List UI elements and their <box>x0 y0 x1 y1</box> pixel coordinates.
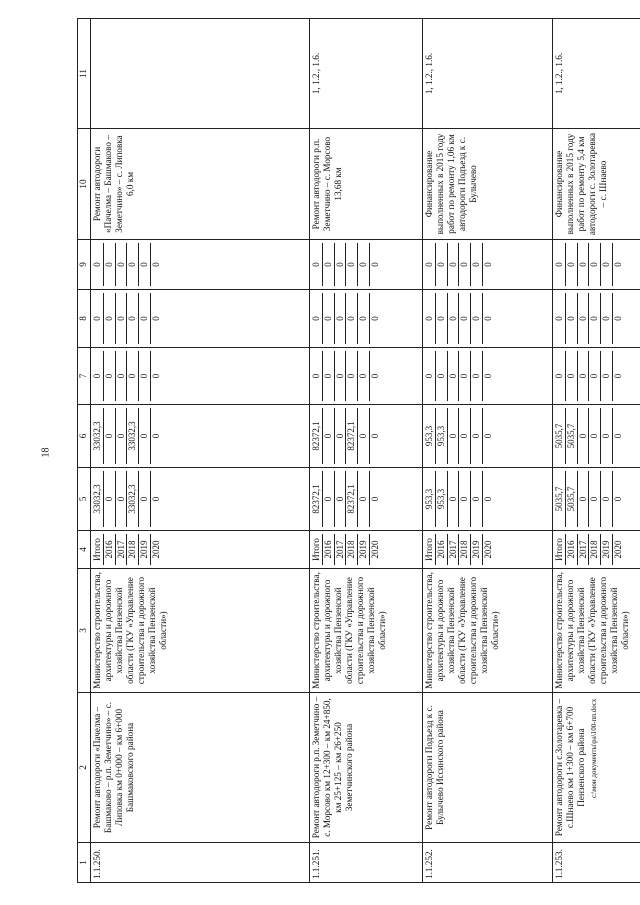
header-cell: 1 <box>78 843 91 883</box>
value-col8: 0 <box>554 293 565 344</box>
value-col6-cell <box>310 405 423 468</box>
value-col9: 0 <box>447 243 459 286</box>
rotated-table-container <box>77 19 631 883</box>
value-col8: 0 <box>127 293 139 344</box>
year-label: 2019 <box>601 534 613 565</box>
value-col6: 0 <box>612 433 623 439</box>
value-col8: 0 <box>139 293 151 344</box>
value-col7: 0 <box>334 351 346 401</box>
value-col8: 0 <box>115 293 127 344</box>
indicator-refs: 1, 1.2., 1.6. <box>553 19 640 129</box>
table-row <box>310 19 423 883</box>
value-col8: 0 <box>589 293 601 344</box>
year-label: 2017 <box>334 534 346 565</box>
value-col9: 0 <box>589 243 601 286</box>
value-col6: 33032,3 <box>92 408 103 464</box>
value-col5-cell <box>91 468 310 531</box>
header-cell: 6 <box>78 405 91 468</box>
value-col6: 0 <box>459 408 471 464</box>
value-col8: 0 <box>482 316 493 321</box>
value-col5: 953,3 <box>424 471 435 527</box>
value-col5: 0 <box>322 471 334 527</box>
value-col5: 5035,7 <box>554 471 565 527</box>
result-description: Ремонт автодороги «Пачелма – Башмаково – Земетчино» – с. Липовка 6,0 км <box>91 129 310 240</box>
value-col8: 0 <box>424 293 435 344</box>
year-label: 2018 <box>346 534 358 565</box>
value-col5: 0 <box>447 471 459 527</box>
year-label: 2019 <box>139 534 151 565</box>
indicator-refs: 1, 1.2., 1.6. <box>310 19 423 129</box>
value-col9: 0 <box>150 262 161 267</box>
value-col9-cell <box>553 240 640 290</box>
header-cell: 4 <box>78 531 91 569</box>
footer-path: c:\мои документы\ра\100-пп.docx <box>590 698 598 798</box>
value-col9: 0 <box>459 243 471 286</box>
value-col9: 0 <box>424 243 435 286</box>
value-col8: 0 <box>322 293 334 344</box>
value-col6: 0 <box>334 408 346 464</box>
value-col6: 0 <box>589 408 601 464</box>
value-col5-cell <box>423 468 553 531</box>
value-col7: 0 <box>589 351 601 401</box>
table-row <box>91 19 310 883</box>
executor: Министерство строительства, архитектуры и дорожного хозяйства Пензенской области (ГКУ «Управление строительства и дорожного хозяйства Пензенской области») <box>423 569 553 693</box>
value-col5: 82372,1 <box>311 471 322 527</box>
value-col6: 5035,7 <box>565 408 577 464</box>
value-col6-cell <box>553 405 640 468</box>
value-col7: 0 <box>612 373 623 379</box>
value-col5: 0 <box>369 496 380 502</box>
value-col7: 0 <box>311 351 322 401</box>
value-col8: 0 <box>92 293 103 344</box>
value-col9: 0 <box>139 243 151 286</box>
value-col5: 0 <box>577 471 589 527</box>
value-col6: 0 <box>115 408 127 464</box>
value-col8: 0 <box>577 293 589 344</box>
year-label: 2018 <box>127 534 139 565</box>
value-col5: 0 <box>115 471 127 527</box>
value-col6: 0 <box>103 408 115 464</box>
year-label: 2018 <box>589 534 601 565</box>
row-number: 1.1.250. <box>91 843 310 883</box>
value-col9: 0 <box>565 243 577 286</box>
value-col5: 0 <box>471 471 483 527</box>
year-label: 2020 <box>612 540 623 559</box>
year-label-cell <box>423 531 553 569</box>
result-description: Финансирование выполненных в 2015 году работ по ремонту 5,4 км автодороги с. Золотаревка – с. Шнаево <box>553 129 640 240</box>
year-label: 2016 <box>435 534 447 565</box>
value-col9: 0 <box>334 243 346 286</box>
value-col7: 0 <box>554 351 565 401</box>
year-label: 2020 <box>369 540 380 559</box>
header-cell: 9 <box>78 240 91 290</box>
value-col7: 0 <box>459 351 471 401</box>
object-name: Ремонт автодороги р.п. Земетчино – с. Морсово км 12+300 – км 24+850, км 25+125 – км 26+250 Земетчинского района <box>310 693 423 843</box>
value-col7: 0 <box>358 351 370 401</box>
value-col9: 0 <box>612 262 623 267</box>
row-number: 1.1.253. <box>553 843 640 883</box>
value-col8-cell <box>310 290 423 348</box>
value-col6: 0 <box>471 408 483 464</box>
year-label: 2020 <box>150 540 161 559</box>
value-col7: 0 <box>601 351 613 401</box>
value-col6: 0 <box>577 408 589 464</box>
value-col8: 0 <box>601 293 613 344</box>
value-col7: 0 <box>115 351 127 401</box>
table-row <box>423 19 553 883</box>
value-col5: 0 <box>601 471 613 527</box>
value-col8: 0 <box>459 293 471 344</box>
value-col5: 0 <box>358 471 370 527</box>
year-label-cell <box>553 531 640 569</box>
value-col7-cell <box>553 348 640 405</box>
year-label: Итого <box>424 534 435 565</box>
value-col6-cell <box>423 405 553 468</box>
year-label: Итого <box>311 534 322 565</box>
value-col8: 0 <box>565 293 577 344</box>
value-col7: 0 <box>139 351 151 401</box>
value-col8-cell <box>553 290 640 348</box>
value-col7: 0 <box>435 351 447 401</box>
value-col7-cell <box>310 348 423 405</box>
value-col5: 0 <box>150 496 161 502</box>
value-col9: 0 <box>311 243 322 286</box>
value-col6: 0 <box>322 408 334 464</box>
year-label: Итого <box>92 534 103 565</box>
value-col6: 0 <box>482 433 493 439</box>
value-col7-cell <box>91 348 310 405</box>
value-col8: 0 <box>369 316 380 321</box>
value-col9: 0 <box>471 243 483 286</box>
value-col7: 0 <box>127 351 139 401</box>
year-label: 2016 <box>565 534 577 565</box>
value-col7: 0 <box>92 351 103 401</box>
value-col5: 0 <box>482 496 493 502</box>
value-col5: 82372,1 <box>346 471 358 527</box>
value-col5-cell <box>310 468 423 531</box>
value-col7: 0 <box>471 351 483 401</box>
year-label-cell <box>310 531 423 569</box>
year-label: 2017 <box>577 534 589 565</box>
value-col9-cell <box>423 240 553 290</box>
indicator-refs: 1, 1.2., 1.6. <box>423 19 553 129</box>
value-col7: 0 <box>369 373 380 379</box>
value-col5: 0 <box>612 496 623 502</box>
value-col9: 0 <box>103 243 115 286</box>
value-col7: 0 <box>447 351 459 401</box>
object-name: Ремонт автодороги с.Золотаревка – с.Шнаево км 1+300 – км 6+700 Пензенского района <box>553 693 640 843</box>
value-col9: 0 <box>346 243 358 286</box>
year-label-cell <box>91 531 310 569</box>
value-col7: 0 <box>565 351 577 401</box>
value-col9: 0 <box>127 243 139 286</box>
value-col5: 0 <box>459 471 471 527</box>
value-col9: 0 <box>435 243 447 286</box>
header-cell: 8 <box>78 290 91 348</box>
value-col5: 33032,3 <box>92 471 103 527</box>
value-col9: 0 <box>369 262 380 267</box>
executor: Министерство строительства, архитектуры и дорожного хозяйства Пензенской области (ГКУ «Управление строительства и дорожного хозяйства Пензенской области») <box>553 569 640 693</box>
value-col8: 0 <box>447 293 459 344</box>
year-label: 2019 <box>358 534 370 565</box>
result-description: Финансирование выполненных в 2015 году работ по ремонту 1,06 км автодороги Подъезд к с. Булычево <box>423 129 553 240</box>
value-col5: 5035,7 <box>565 471 577 527</box>
result-description: Ремонт автодороги р.п. Земетчино – с. Морсово 13,68 км <box>310 129 423 240</box>
value-col8-cell <box>91 290 310 348</box>
row-number: 1.1.252. <box>423 843 553 883</box>
value-col6: 0 <box>139 408 151 464</box>
program-table <box>77 18 640 883</box>
year-label: 2017 <box>447 534 459 565</box>
value-col9-cell <box>310 240 423 290</box>
value-col9: 0 <box>322 243 334 286</box>
value-col7: 0 <box>424 351 435 401</box>
value-col6: 0 <box>150 433 161 439</box>
value-col9: 0 <box>554 243 565 286</box>
year-label: 2016 <box>103 534 115 565</box>
value-col6: 0 <box>447 408 459 464</box>
value-col6: 0 <box>601 408 613 464</box>
year-label: 2016 <box>322 534 334 565</box>
value-col6: 0 <box>358 408 370 464</box>
header-cell: 10 <box>78 129 91 240</box>
value-col8: 0 <box>334 293 346 344</box>
value-col6: 953,3 <box>424 408 435 464</box>
executor: Министерство строительства, архитектуры и дорожного хозяйства Пензенской области (ГКУ «Управление строительства и дорожного хозяйства Пензенской области») <box>310 569 423 693</box>
value-col8: 0 <box>311 293 322 344</box>
value-col5: 33032,3 <box>127 471 139 527</box>
header-cell: 3 <box>78 569 91 693</box>
value-col9: 0 <box>115 243 127 286</box>
year-label: 2020 <box>482 540 493 559</box>
value-col6: 5035,7 <box>554 408 565 464</box>
value-col9: 0 <box>92 243 103 286</box>
value-col6: 82372,1 <box>311 408 322 464</box>
value-col5: 0 <box>139 471 151 527</box>
value-col9: 0 <box>482 262 493 267</box>
value-col7: 0 <box>346 351 358 401</box>
value-col5: 0 <box>103 471 115 527</box>
value-col8: 0 <box>435 293 447 344</box>
value-col8: 0 <box>471 293 483 344</box>
executor: Министерство строительства, архитектуры и дорожного хозяйства Пензенской области (ГКУ «Управление строительства и дорожного хозяйства Пензенской области») <box>91 569 310 693</box>
row-number: 1.1.251. <box>310 843 423 883</box>
header-cell: 2 <box>78 693 91 843</box>
object-name: Ремонт автодороги «Пачелма – Башмаково – р.п. Земетчино» – с. Липовка км 0+000 – км 6+000 Башмаковского района <box>91 693 310 843</box>
year-label: Итого <box>554 534 565 565</box>
value-col7: 0 <box>150 373 161 379</box>
value-col7-cell <box>423 348 553 405</box>
value-col5: 0 <box>589 471 601 527</box>
value-col8: 0 <box>150 316 161 321</box>
value-col6: 953,3 <box>435 408 447 464</box>
value-col7: 0 <box>322 351 334 401</box>
value-col6: 0 <box>369 433 380 439</box>
value-col6: 82372,1 <box>346 408 358 464</box>
value-col8: 0 <box>612 316 623 321</box>
header-row <box>78 19 91 883</box>
value-col6-cell <box>91 405 310 468</box>
value-col6: 33032,3 <box>127 408 139 464</box>
value-col9: 0 <box>358 243 370 286</box>
value-col7: 0 <box>577 351 589 401</box>
year-label: 2019 <box>471 534 483 565</box>
value-col9: 0 <box>601 243 613 286</box>
header-cell: 11 <box>78 19 91 129</box>
header-cell: 7 <box>78 348 91 405</box>
value-col8-cell <box>423 290 553 348</box>
value-col5-cell <box>553 468 640 531</box>
value-col8: 0 <box>358 293 370 344</box>
value-col9: 0 <box>577 243 589 286</box>
value-col5: 953,3 <box>435 471 447 527</box>
value-col5: 0 <box>334 471 346 527</box>
value-col8: 0 <box>346 293 358 344</box>
value-col8: 0 <box>103 293 115 344</box>
object-name: Ремонт автодороги Подъезд к с. Булычево Иссинского района <box>423 693 553 843</box>
value-col9-cell <box>91 240 310 290</box>
header-cell: 5 <box>78 468 91 531</box>
page-number: 18 <box>40 447 52 458</box>
year-label: 2018 <box>459 534 471 565</box>
value-col7: 0 <box>103 351 115 401</box>
indicator-refs <box>91 19 310 129</box>
year-label: 2017 <box>115 534 127 565</box>
value-col7: 0 <box>482 373 493 379</box>
